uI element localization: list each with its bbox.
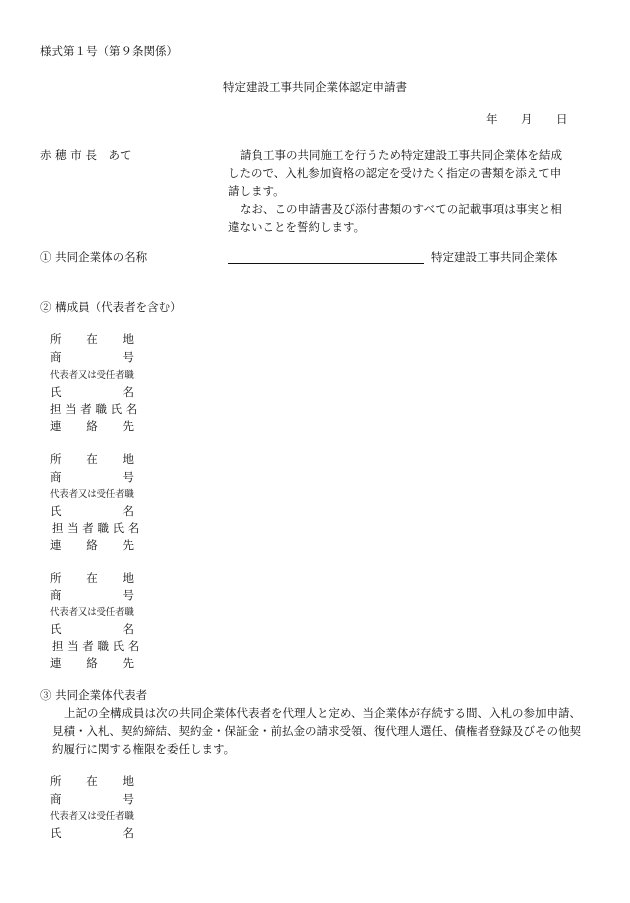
label-representative-title: 代表者又は受任者職 (50, 607, 134, 618)
label-name: 氏 名 (50, 826, 134, 840)
section3-line-3: 約履行に関する権限を委任します。 (52, 742, 236, 756)
jv-name-suffix: 特定建設工事共同企業体 (431, 250, 558, 264)
date-day: 日 (556, 112, 568, 126)
page-title: 特定建設工事共同企業体認定申請書 (223, 80, 407, 94)
intro-line-5: 違ないことを誓約します。 (228, 220, 366, 234)
intro-line-4: なお、この申請書及び添付書類のすべての記載事項は事実と相 (240, 202, 562, 216)
form-number: 様式第１号（第９条関係） (40, 44, 178, 58)
label-contact-person: 担 当 者 職 氏 名 (52, 639, 140, 653)
label-trade-name: 商 号 (50, 588, 134, 602)
label-location: 所 在 地 (50, 452, 134, 466)
label-contact-person: 担 当 者 職 氏 名 (50, 402, 138, 416)
label-trade-name: 商 号 (50, 470, 134, 484)
intro-line-1: 請負工事の共同施工を行うため特定建設工事共同企業体を結成 (240, 148, 562, 162)
label-trade-name: 商 号 (50, 792, 134, 806)
date-month: 月 (521, 112, 533, 126)
label-name: 氏 名 (50, 504, 134, 518)
label-representative-title: 代表者又は受任者職 (50, 370, 134, 381)
label-name: 氏 名 (50, 622, 134, 636)
jv-name-blank[interactable] (228, 263, 424, 264)
label-contact: 連 絡 先 (50, 656, 134, 670)
section3-heading: ③ 共同企業体代表者 (40, 688, 148, 702)
intro-line-2: したので、入札参加資格の認定を受けたく指定の書類を添えて申 (228, 166, 562, 180)
label-location: 所 在 地 (50, 571, 134, 585)
label-location: 所 在 地 (50, 774, 134, 788)
label-representative-title: 代表者又は受任者職 (50, 811, 134, 822)
date-year: 年 (486, 112, 498, 126)
section2-heading: ② 構成員（代表者を含む） (40, 300, 182, 314)
label-contact: 連 絡 先 (50, 538, 134, 552)
section3-line-1: 上記の全構成員は次の共同企業体代表者を代理人と定め、当企業体が存続する間、入札の参加申請、 (64, 706, 582, 720)
label-contact: 連 絡 先 (50, 419, 134, 433)
intro-line-3: 請します。 (228, 184, 285, 198)
addressee: 赤 穂 市 長 あて (40, 148, 132, 162)
label-trade-name: 商 号 (50, 350, 134, 364)
section3-line-2: 見積・入札、契約締結、契約金・保証金・前払金の請求受領、復代理人選任、債権者登録及びその他契 (52, 724, 581, 738)
label-name: 氏 名 (50, 385, 134, 399)
section1-heading: ① 共同企業体の名称 (40, 250, 148, 264)
label-contact-person: 担 当 者 職 氏 名 (52, 521, 140, 535)
label-location: 所 在 地 (50, 332, 134, 346)
label-representative-title: 代表者又は受任者職 (50, 489, 134, 500)
